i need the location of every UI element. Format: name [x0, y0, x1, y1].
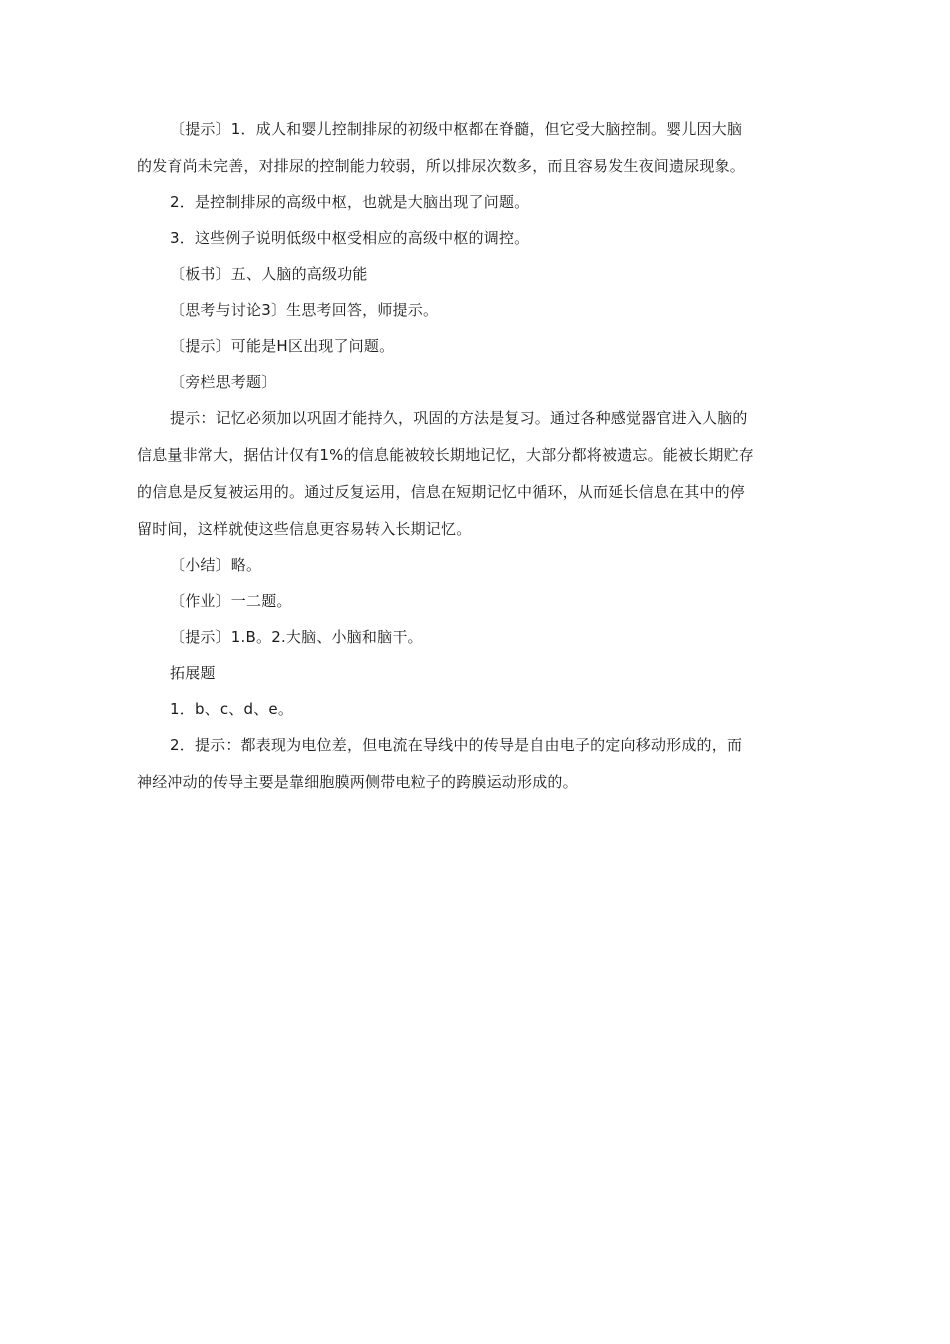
- paragraph-line: 的发育尚未完善，对排尿的控制能力较弱，所以排尿次数多，而且容易发生夜间遗尿现象。: [137, 157, 746, 175]
- paragraph-extension-1: 1．b、c、d、e。: [170, 700, 294, 718]
- paragraph-homework: 〔作业〕一二题。: [170, 592, 292, 610]
- paragraph-homework-hint: 〔提示〕1.B。2.大脑、小脑和脑干。: [170, 628, 423, 646]
- paragraph-hint-h-area: 〔提示〕可能是H区出现了问题。: [170, 337, 395, 355]
- paragraph-extension-heading: 拓展题: [170, 664, 216, 682]
- paragraph-line: 提示：记忆必须加以巩固才能持久，巩固的方法是复习。通过各种感觉器官进入人脑的: [170, 409, 748, 427]
- paragraph-line: 留时间，这样就使这些信息更容易转入长期记忆。: [137, 520, 472, 538]
- paragraph-board-heading: 〔板书〕五、人脑的高级功能: [170, 265, 368, 283]
- paragraph-line: 神经冲动的传导主要是靠细胞膜两侧带电粒子的跨膜运动形成的。: [137, 773, 578, 791]
- paragraph-line: 信息量非常大，据估计仅有1%的信息能被较长期地记忆，大部分都将被遗忘。能被长期贮存: [137, 446, 755, 464]
- paragraph-answer-2: 2．是控制排尿的高级中枢，也就是大脑出现了问题。: [170, 193, 530, 211]
- paragraph-hint-memory: [137, 407, 817, 541]
- paragraph-line: 2．提示：都表现为电位差，但电流在导线中的传导是自由电子的定向移动形成的，而: [170, 736, 743, 754]
- paragraph-hint-urination: [137, 118, 817, 178]
- paragraph-summary: 〔小结〕略。: [170, 556, 262, 574]
- paragraph-answer-3: 3．这些例子说明低级中枢受相应的高级中枢的调控。: [170, 229, 530, 247]
- paragraph-sidebar-question: 〔旁栏思考题〕: [170, 373, 277, 391]
- paragraph-discussion-3: 〔思考与讨论3〕生思考回答，师提示。: [170, 301, 439, 319]
- paragraph-extension-2: [137, 734, 817, 794]
- paragraph-line: 的信息是反复被运用的。通过反复运用，信息在短期记忆中循环，从而延长信息在其中的停: [137, 483, 746, 501]
- paragraph-line: 〔提示〕1．成人和婴儿控制排尿的初级中枢都在脊髓，但它受大脑控制。婴儿因大脑: [170, 120, 743, 138]
- document-body: [137, 118, 817, 807]
